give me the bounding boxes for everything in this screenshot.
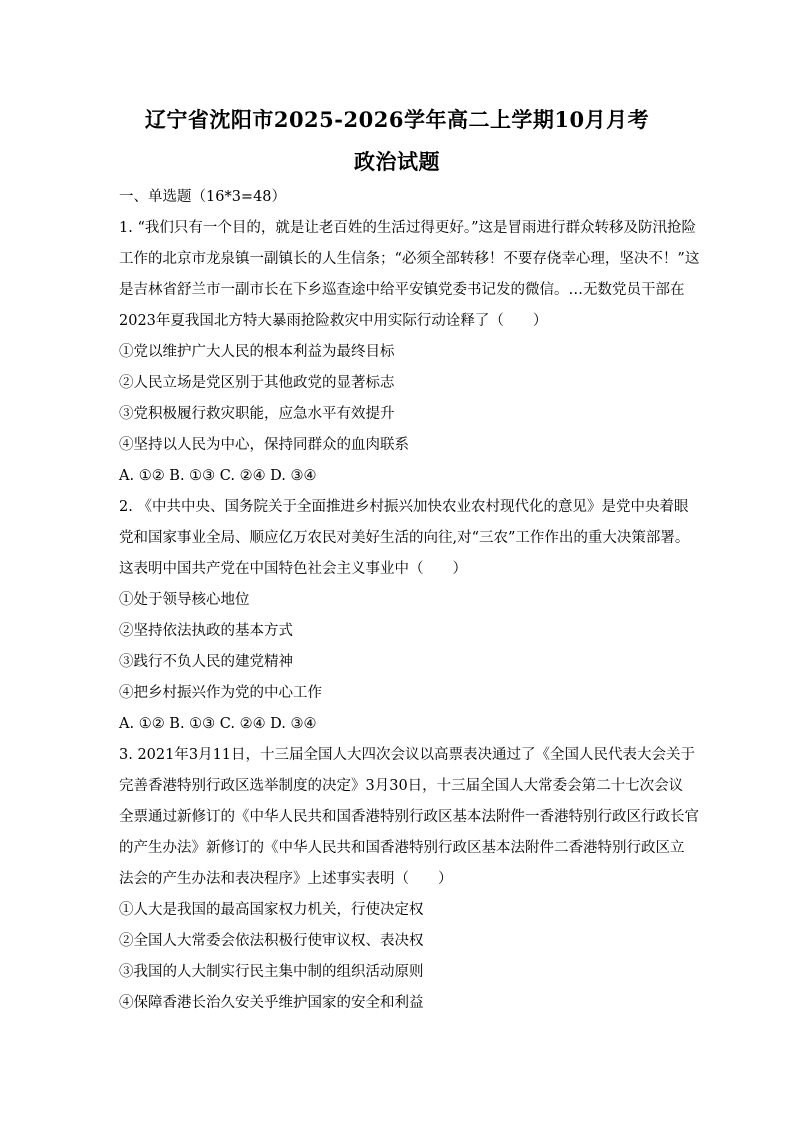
question-2-option-4: ④把乡村振兴作为党的中心工作 — [119, 685, 322, 701]
question-2-option-3: ③践行不负人民的建党精神 — [119, 654, 293, 670]
section-heading: 一、单选题（16*3=48） — [119, 189, 287, 205]
question-1-option-3: ③党积极履行救灾职能，应急水平有效提升 — [119, 406, 395, 422]
question-2-stem-line-1: 2. 《中共中央、国务院关于全面推进乡村振兴加快农业农村现代化的意见》是党中央着眼 — [119, 499, 689, 515]
question-3-option-1: ①人大是我国的最高国家权力机关，行使决定权 — [119, 902, 424, 918]
question-3-option-3: ③我国的人大制实行民主集中制的组织活动原则 — [119, 964, 424, 980]
question-1-answer-choices: A. ①② B. ①③ C. ②④ D. ③④ — [119, 468, 317, 484]
question-1-stem-line-3: 是吉林省舒兰市一副市长在下乡巡查途中给平安镇党委书记发的微信。…无数党员干部在 — [119, 282, 685, 298]
question-1-option-2: ②人民立场是党区别于其他政党的显著标志 — [119, 375, 395, 391]
question-1-stem-line-1: 1. “我们只有一个目的，就是让老百姓的生活过得更好。”这是冒雨进行群众转移及防汛抢险 — [119, 220, 697, 236]
question-3-stem-line-5: 法会的产生办法和表决程序》上述事实表明（ ） — [119, 871, 453, 887]
question-2-stem-line-3: 这表明中国共产党在中国特色社会主义事业中（ ） — [119, 561, 467, 577]
question-1-stem-line-4: 2023年夏我国北方特大暴雨抢险救灾中用实际行动诠释了（ ） — [119, 313, 548, 329]
question-2-stem-line-2: 党和国家事业全局、顺应亿万农民对美好生活的向往,对“三农”工作作出的重大决策部署。 — [119, 530, 690, 546]
exam-subject: 政治试题 — [354, 149, 440, 174]
exam-title: 辽宁省沈阳市2025-2026学年高二上学期10月月考 — [144, 107, 650, 132]
question-2-option-2: ②坚持依法执政的基本方式 — [119, 623, 293, 639]
question-3-option-4: ④保障香港长治久安关乎维护国家的安全和利益 — [119, 995, 424, 1011]
question-2-option-1: ①处于领导核心地位 — [119, 592, 250, 608]
question-1-stem-line-2: 工作的北京市龙泉镇一副镇长的人生信条；“必须全部转移！不要存侥幸心理，坚决不！”这 — [119, 251, 700, 267]
question-1-option-1: ①党以维护广大人民的根本利益为最终目标 — [119, 344, 395, 360]
question-3-stem-line-4: 的产生办法》新修订的《中华人民共和国香港特别行政区基本法附件二香港特别行政区立 — [119, 840, 685, 856]
question-3-stem-line-3: 全票通过新修订的《中华人民共和国香港特别行政区基本法附件一香港特别行政区行政长官 — [119, 809, 699, 825]
question-3-stem-line-2: 完善香港特别行政区选举制度的决定》3月30日，十三届全国人大常委会第二十七次会议 — [119, 778, 684, 794]
question-3-option-2: ②全国人大常委会依法积极行使审议权、表决权 — [119, 933, 424, 949]
question-2-answer-choices: A. ①② B. ①③ C. ②④ D. ③④ — [119, 716, 317, 732]
question-1-option-4: ④坚持以人民为中心，保持同群众的血肉联系 — [119, 437, 409, 453]
question-3-stem-line-1: 3. 2021年3月11日，十三届全国人大四次会议以高票表决通过了《全国人民代表大会关于 — [119, 747, 696, 763]
